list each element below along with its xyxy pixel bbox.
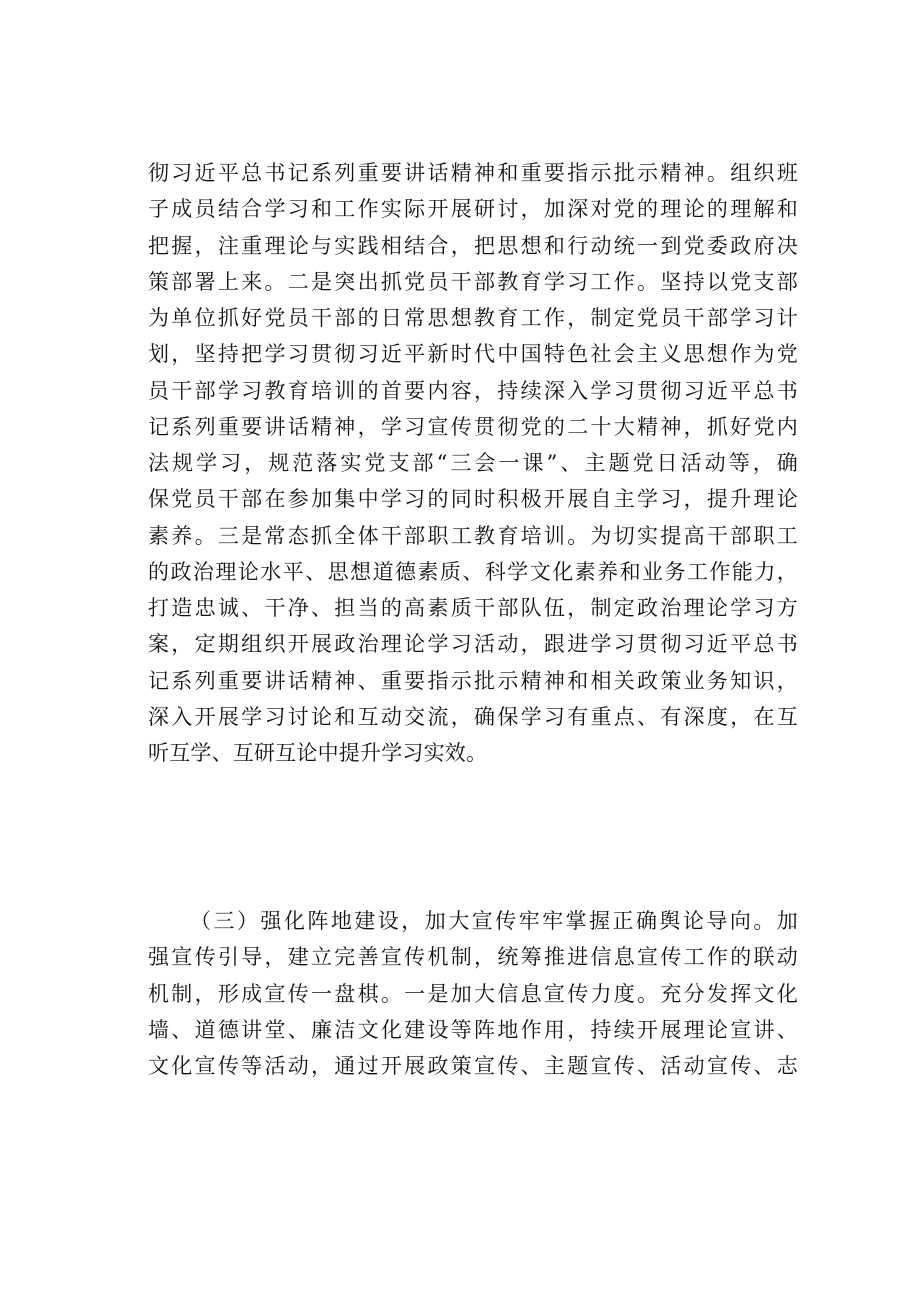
section-heading-line: （三）强化阵地建设，加大宣传牢牢掌握正确舆论导向。加 bbox=[190, 909, 798, 933]
text-line: 为单位抓好党员干部的日常思想教育工作，制定党员干部学习计 bbox=[148, 306, 798, 330]
text-line: 划，坚持把学习贯彻习近平新时代中国特色社会主义思想作为党 bbox=[148, 342, 798, 367]
text-line: 强宣传引导，建立完善宣传机制，统筹推进信息宣传工作的联动 bbox=[148, 945, 798, 970]
text-line: 把握，注重理论与实践相结合，把思想和行动统一到党委政府决 bbox=[148, 233, 798, 258]
text-line: 打造忠诚、干净、担当的高素质干部队伍，制定政治理论学习方 bbox=[148, 596, 798, 620]
text-line: 的政治理论水平、思想道德素质、科学文化素养和业务工作能力， bbox=[148, 559, 798, 584]
text-line: 子成员结合学习和工作实际开展研讨，加深对党的理论的理解和 bbox=[148, 197, 798, 222]
text-line: 记系列重要讲话精神，学习宣传贯彻党的二十大精神，抓好党内 bbox=[148, 414, 798, 439]
text-line: 机制，形成宣传一盘棋。一是加大信息宣传力度。充分发挥文化 bbox=[148, 981, 798, 1006]
text-line: 彻习近平总书记系列重要讲话精神和重要指示批示精神。组织班 bbox=[148, 161, 798, 185]
paragraph-continued bbox=[148, 155, 798, 771]
text-line: 文化宣传等活动，通过开展政策宣传、主题宣传、活动宣传、志 bbox=[148, 1054, 798, 1078]
text-line: 深入开展学习讨论和互动交流，确保学习有重点、有深度，在互 bbox=[148, 704, 798, 729]
text-line: 案，定期组织开展政治理论学习活动，跟进学习贯彻习近平总书 bbox=[148, 632, 798, 657]
text-line: 记系列重要讲话精神、重要指示批示精神和相关政策业务知识， bbox=[148, 668, 798, 693]
text-line: 素养。三是常态抓全体干部职工教育培训。为切实提高干部职工 bbox=[148, 523, 798, 548]
text-line: 墙、道德讲堂、廉洁文化建设等阵地作用，持续开展理论宣讲、 bbox=[148, 1017, 798, 1042]
text-line: 策部署上来。二是突出抓党员干部教育学习工作。坚持以党支部 bbox=[148, 269, 798, 294]
paragraph-section-3 bbox=[148, 903, 798, 1084]
text-line: 员干部学习教育培训的首要内容，持续深入学习贯彻习近平总书 bbox=[148, 378, 798, 403]
text-line: 听互学、互研互论中提升学习实效。 bbox=[148, 741, 488, 765]
text-line: 法规学习，规范落实党支部“三会一课”、主题党日活动等，确 bbox=[148, 451, 798, 475]
text-line: 保党员干部在参加集中学习的同时积极开展自主学习，提升理论 bbox=[148, 487, 798, 512]
